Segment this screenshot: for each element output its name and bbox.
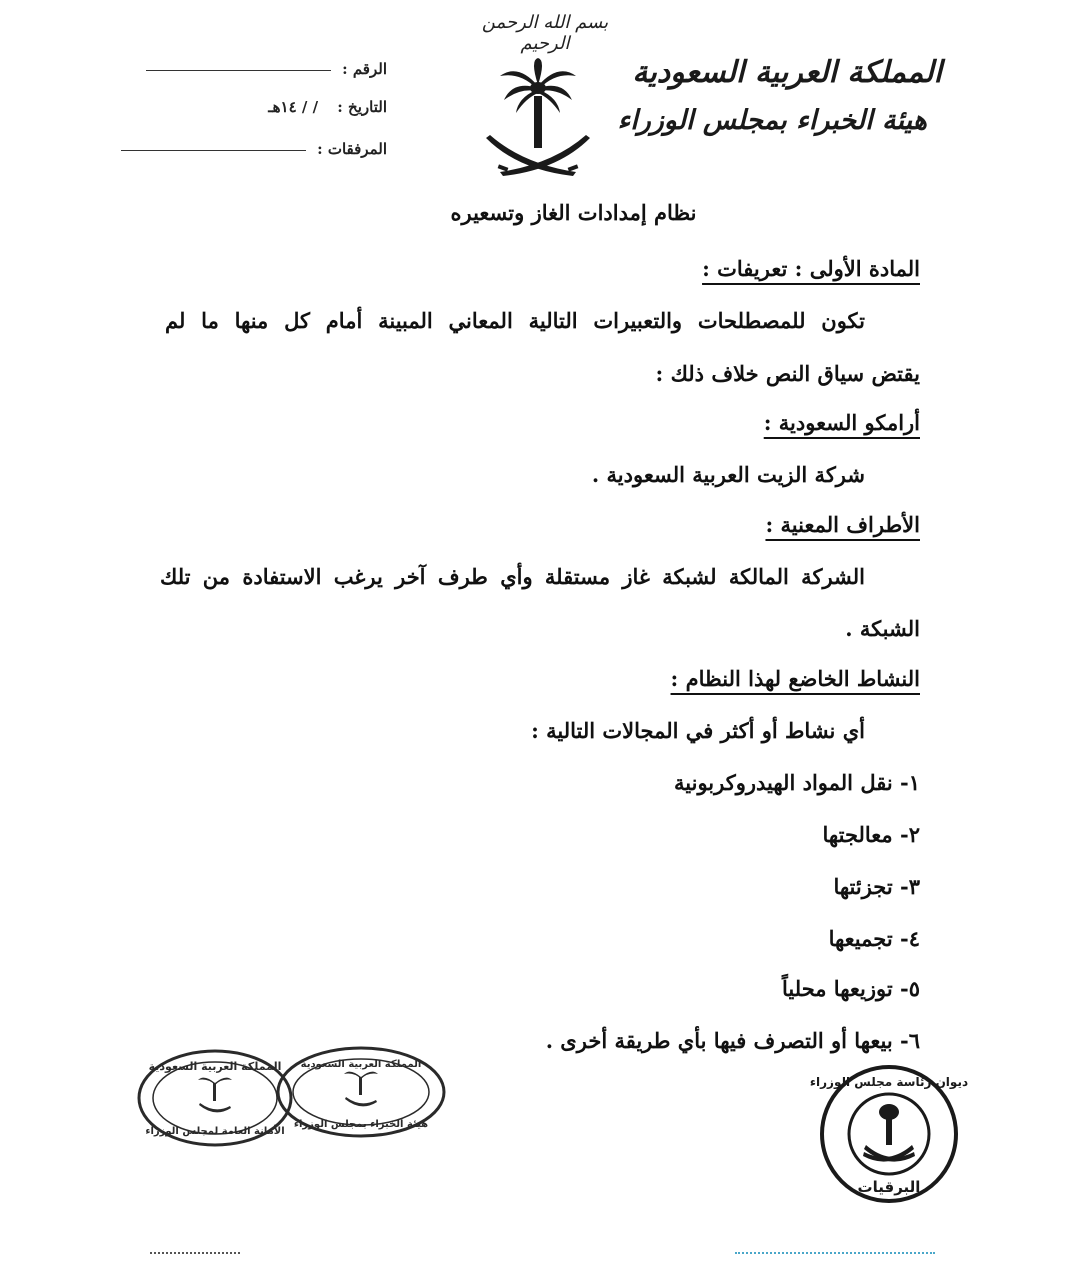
intro-line-2: يقتض سياق النص خلاف ذلك :	[655, 361, 920, 386]
activity-item-2: ٢- معالجتها	[822, 822, 920, 847]
right-round-stamp-seal	[809, 1060, 969, 1208]
left-stamp-seal	[136, 1048, 294, 1148]
term-parties-definition-line-2: الشبكة .	[845, 616, 920, 641]
footer-fragment-left	[150, 1252, 240, 1264]
activity-item-6: ٦- بيعها أو التصرف فيها بأي طريقة أخرى .	[545, 1028, 920, 1053]
activity-item-3: ٣- تجزئتها	[833, 874, 920, 899]
term-activity-heading: النشاط الخاضع لهذا النظام :	[670, 666, 920, 691]
left-seal-inner-text: الأمانة العامة لمجلس الوزراء	[145, 1126, 285, 1137]
activity-item-4: ٤- تجميعها	[828, 926, 920, 951]
term-activity-intro: أي نشاط أو أكثر في المجالات التالية :	[531, 718, 865, 743]
reference-label: الرقم :	[342, 60, 387, 78]
date-label: التاريخ :	[337, 98, 387, 116]
middle-stamp-seal	[275, 1045, 447, 1140]
council-header-text: هيئة الخبراء بمجلس الوزراء	[617, 105, 927, 136]
activity-item-1: ١- نقل المواد الهيدروكربونية	[674, 770, 920, 795]
term-parties-heading: الأطراف المعنية :	[765, 512, 920, 537]
term-aramco-definition: شركة الزيت العربية السعودية .	[591, 462, 865, 487]
middle-seal-outer-text: المملكة العربية السعودية	[300, 1059, 422, 1070]
basmala-text: بسم الله الرحمن الرحيم	[481, 12, 609, 54]
middle-seal-inner-text: هيئة الخبراء بمجلس الوزراء	[293, 1119, 429, 1130]
right-seal-top-text: ديوان رئاسة مجلس الوزراء	[809, 1075, 969, 1089]
document-title: نظام إمدادات الغاز وتسعيره	[450, 200, 697, 225]
kingdom-header-text: المملكة العربية السعودية	[632, 55, 942, 90]
article1-heading: المادة الأولى : تعريفات :	[702, 256, 920, 281]
intro-line-1: تكون للمصطلحات والتعبيرات التالية المعاني المبينة أمام كل منها ما لم	[165, 308, 865, 333]
activity-item-5: ٥- توزيعها محلياً	[782, 976, 920, 1001]
attachments-label: المرفقات :	[317, 140, 387, 158]
date-value: / / ١٤هـ	[268, 98, 319, 116]
right-seal-bottom-text: البرقيات	[857, 1178, 921, 1196]
left-seal-outer-text: المملكة العربية السعودية	[148, 1060, 282, 1073]
term-aramco-heading: أرامكو السعودية :	[763, 410, 920, 435]
term-parties-definition-line-1: الشركة المالكة لشبكة غاز مستقلة وأي طرف آخر يرغب الاستفادة من تلك	[160, 564, 865, 589]
footer-fragment-right	[735, 1252, 935, 1264]
